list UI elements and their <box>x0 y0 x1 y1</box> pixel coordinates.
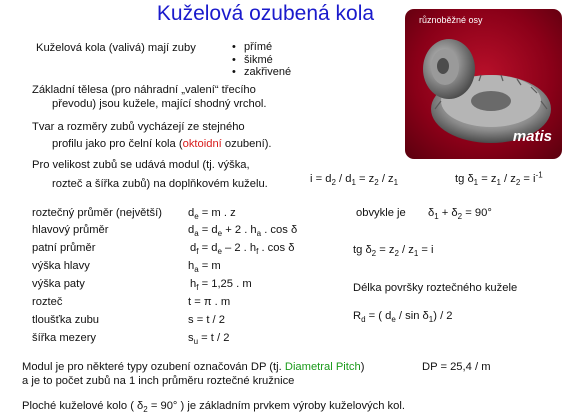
param-label: hlavový průměr <box>32 224 109 236</box>
param-label: roztečný průměr (největší) <box>32 207 162 219</box>
module-line1: Modul je pro některé typy ozubení označován DP (tj. Diametral Pitch) <box>22 361 365 373</box>
ratio-formula: $i = d_2 / d_1 = z_2 / z_1$ <box>310 173 399 188</box>
formula-da: $d_a = d_e + 2$ . $h_a$ . cos δ <box>188 224 298 239</box>
para3-line1: Pro velikost zubů se udává modul (tj. výška, <box>32 159 250 171</box>
formula-df: $d_f = d_e - 2$ . $h_f$ . cos δ <box>190 242 295 257</box>
formula-su: $s_u = t / 2$ <box>188 332 230 347</box>
param-label: šířka mezery <box>32 332 97 344</box>
formula-s: s = t / 2 <box>188 314 225 326</box>
matis-logo: matis <box>512 128 552 145</box>
para2-line1: Tvar a rozměry zubů vycházejí ze stejného <box>32 121 245 133</box>
rd-formula: $R_d$ = ( $d_e$ / $\sin \delta_1) / 2$ <box>353 310 453 325</box>
formula-hf: $h_f = 1,25$ . m <box>190 278 252 293</box>
formula-t: t = π . m <box>188 296 231 308</box>
intro-text: Kuželová kola (valivá) mají zuby <box>36 42 196 54</box>
para2-line2: profilu jako pro čelní kola (oktoidní ozubení). <box>52 138 272 150</box>
tg-delta1-formula: tg $\delta_1 = z_1 / z_2 = i^{-1}$ <box>455 170 543 188</box>
param-label: výška paty <box>32 278 85 290</box>
oktoidni-highlight: oktoidní <box>182 138 222 150</box>
param-label: patní průměr <box>32 242 96 254</box>
page-title: Kuželová ozubená kola <box>156 2 375 25</box>
formula-de: $d_e = m$ . z <box>188 207 236 222</box>
list-item: • zakřivené <box>232 66 291 79</box>
formula-ha: $h_a = m$ <box>188 260 221 275</box>
diametral-pitch-highlight: Diametral Pitch <box>284 361 361 373</box>
tg-delta2-formula: tg $\delta_2 = z_2 / z_1 = i$ <box>353 244 434 259</box>
bevel-gear-image <box>405 9 562 159</box>
cone-length-title: Délka površky roztečného kužele <box>353 282 518 294</box>
para3-line2: rozteč a šířka zubů) na doplňkovém kuželu. <box>52 178 268 190</box>
usually-text: obvykle je <box>356 207 406 219</box>
module-line2: a je to počet zubů na 1 inch průměru roztečné kružnice <box>22 375 295 387</box>
dp-formula: DP = 25,4 / m <box>422 361 491 373</box>
para1-line1: Základní tělesa (pro náhradní „valení“ třecího <box>32 84 256 96</box>
param-label: výška hlavy <box>32 260 90 272</box>
image-caption: různoběžné osy <box>419 15 483 25</box>
flat-gear-note: Ploché kuželové kolo ( $\delta_2 = 90^\circ$ ) je základním prvkem výroby kuželových kol. <box>22 400 405 415</box>
param-label: tloušťka zubu <box>32 314 100 326</box>
list-item: • přímé <box>232 41 291 54</box>
list-item: • šikmé <box>232 54 291 67</box>
para1-line2: převodu) jsou kužele, mající shodný vrchol. <box>52 98 267 110</box>
param-label: rozteč <box>32 296 63 308</box>
delta-sum-formula: $\delta_1 + \delta_2 = 90^\circ$ <box>428 207 492 222</box>
tooth-types-list <box>232 41 291 79</box>
